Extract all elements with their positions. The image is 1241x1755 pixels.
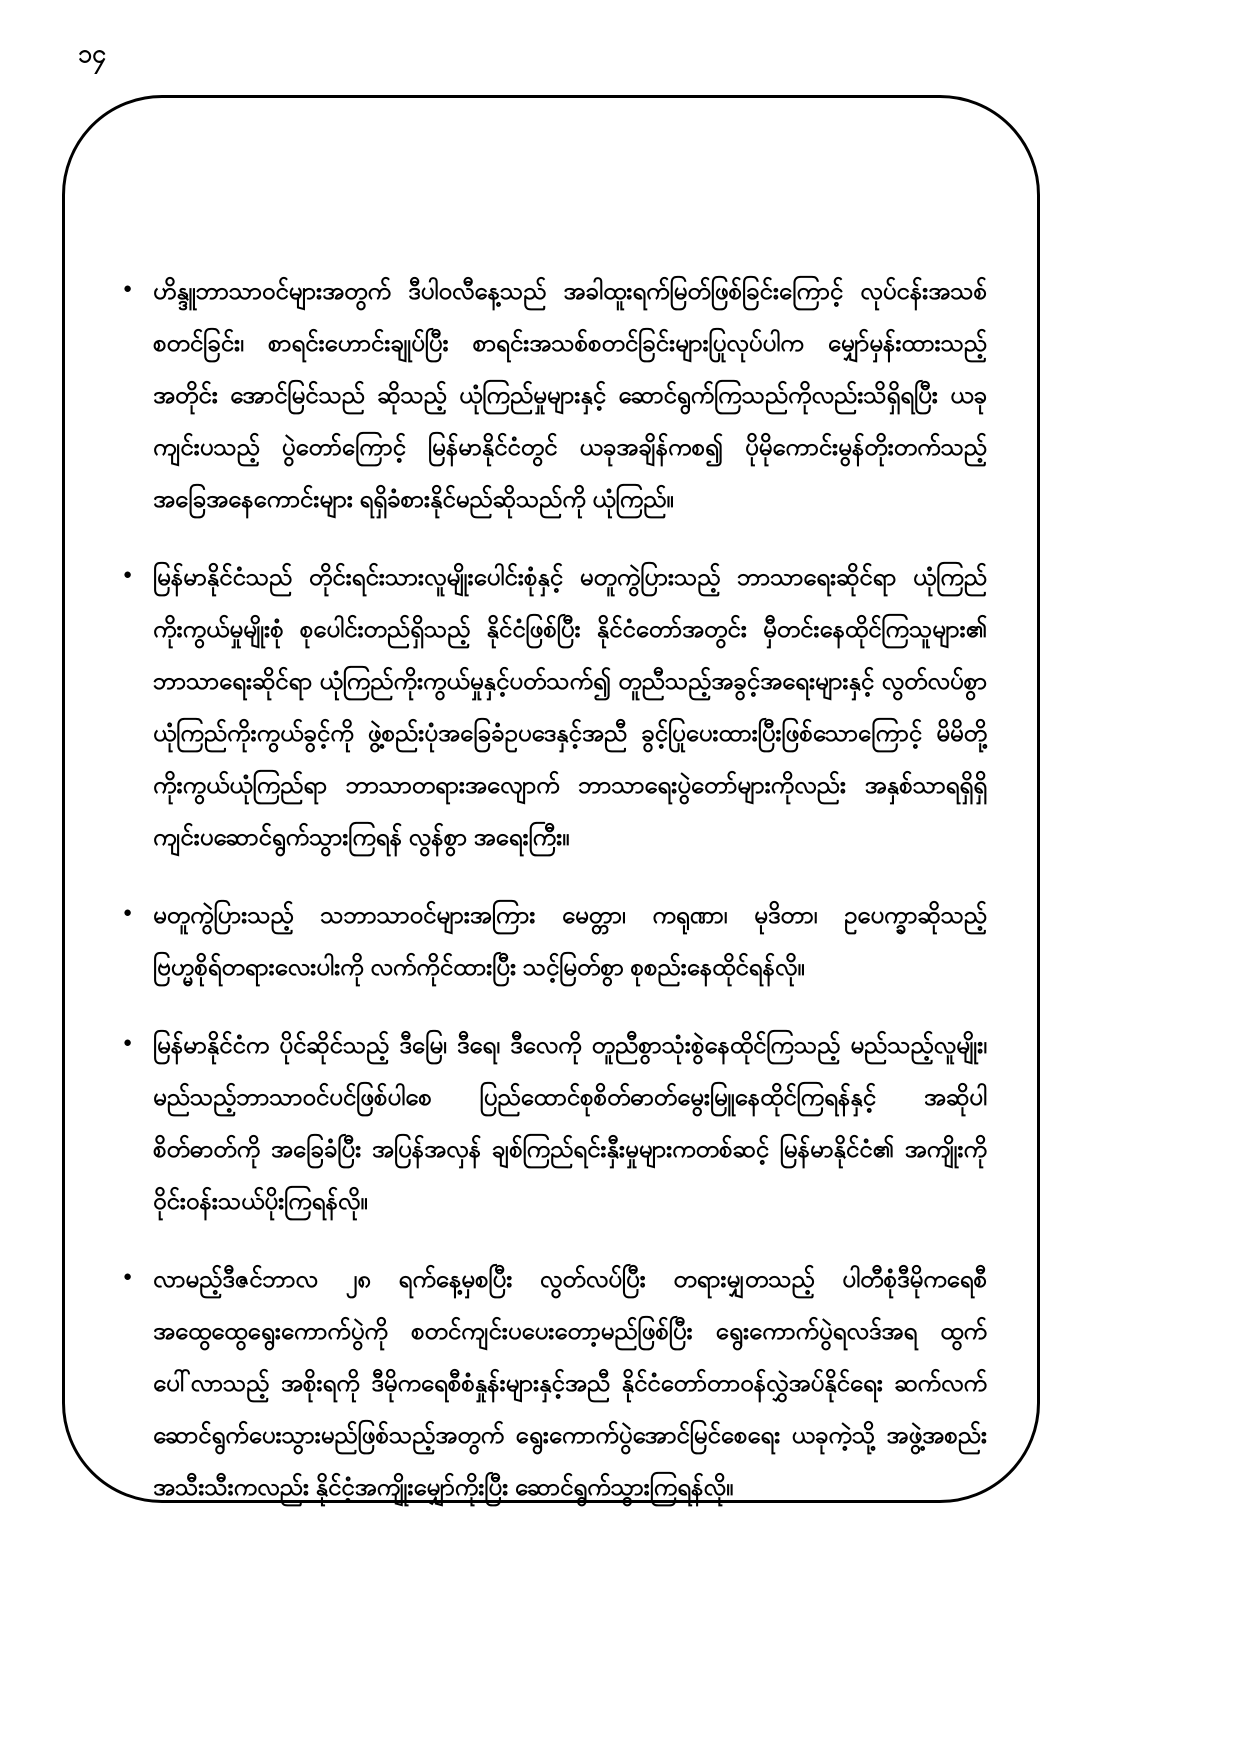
bullet-text: မြန်မာနိုင်ငံက ပိုင်ဆိုင်သည့် ဒီမြေ၊ ဒီရေ၊ ဒီလေကို တူညီစွာသုံးစွဲနေထိုင်ကြသည့် မည်သည့်လူမျိုး၊ မည်သည့်ဘာသာဝင်ပင်ဖြစ်ပါစေ ပြည်ထောင်စုစိတ်ဓာတ်မွေးမြူနေထိုင်ကြရန်နှင့် အဆိုပါစိတ်ဓာတ်ကို အခြေခံပြီး အပြန်အလှန် ချစ်ကြည်ရင်းနှီးမှုများကတစ်ဆင့် မြန်မာနိုင်ငံ၏ အကျိုးကို ဝိုင်းဝန်းသယ်ပိုးကြရန်လို။ — [153, 1032, 987, 1215]
bullet-item — [121, 552, 987, 864]
bullet-list — [65, 98, 1037, 1574]
bullet-icon: ● — [123, 1034, 133, 1051]
bullet-item — [121, 266, 987, 526]
page-number: ၁၄ — [78, 40, 107, 68]
bullet-item — [121, 1254, 987, 1514]
bullet-icon: ● — [123, 280, 133, 297]
bullet-text: မြန်မာနိုင်ငံသည် တိုင်းရင်းသားလူမျိုးပေါင်းစုံနှင့် မတူကွဲပြားသည့် ဘာသာရေးဆိုင်ရာ ယုံကြည်ကိုးကွယ်မှုမျိုးစုံ စုပေါင်းတည်ရှိသည့် နိုင်ငံဖြစ်ပြီး နိုင်ငံတော်အတွင်း မှီတင်းနေထိုင်ကြသူများ၏ ဘာသာရေးဆိုင်ရာ ယုံကြည်ကိုးကွယ်မှုနှင့်ပတ်သက်၍ တူညီသည့်အခွင့်အရေးများနှင့် လွတ်လပ်စွာ ယုံကြည်ကိုးကွယ်ခွင့်ကို ဖွဲ့စည်းပုံအခြေခံဥပဒေနှင့်အညီ ခွင့်ပြုပေးထားပြီးဖြစ်သောကြောင့် မိမိတို့ကိုးကွယ်ယုံကြည်ရာ ဘာသာတရားအလျောက် ဘာသာရေးပွဲတော်များကိုလည်း အနှစ်သာရရှိရှိ ကျင်းပဆောင်ရွက်သွားကြရန် လွန်စွာ အရေးကြီး။ — [153, 564, 987, 851]
bullet-icon: ● — [123, 1268, 133, 1285]
bullet-icon: ● — [123, 566, 133, 583]
bullet-text: မတူကွဲပြားသည့် သဘာသာဝင်များအကြား မေတ္တာ၊ ကရုဏာ၊ မုဒိတာ၊ ဥပေက္ခာဆိုသည့် ဗြဟ္မစိုရ်တရားလေးပါးကို လက်ကိုင်ထားပြီး သင့်မြတ်စွာ စုစည်းနေထိုင်ရန်လို။ — [153, 902, 987, 981]
bullet-item — [121, 890, 987, 994]
bullet-icon: ● — [123, 904, 133, 921]
bullet-text: လာမည့်ဒီဇင်ဘာလ ၂၈ ရက်နေ့မှစပြီး လွတ်လပ်ပြီး တရားမျှတသည့် ပါတီစုံဒီမိုကရေစီ အထွေထွေရွေးကောက်ပွဲကို စတင်ကျင်းပပေးတော့မည်ဖြစ်ပြီး ရွေးကောက်ပွဲရလဒ်အရ ထွက်ပေါ်လာသည့် အစိုးရကို ဒီမိုကရေစီစံနှုန်းများနှင့်အညီ နိုင်ငံတော်တာဝန်လွှဲအပ်နိုင်ရေး ဆက်လက်ဆောင်ရွက်ပေးသွားမည်ဖြစ်သည့်အတွက် ရွေးကောက်ပွဲအောင်မြင်စေရေး ယခုကဲ့သို့ အဖွဲ့အစည်းအသီးသီးကလည်း နိုင်ငံ့အကျိုးမျှော်ကိုးပြီး ဆောင်ရွက်သွားကြရန်လို။ — [153, 1266, 987, 1501]
bullet-item — [121, 1020, 987, 1228]
bullet-text: ဟိန္ဒူဘာသာဝင်များအတွက် ဒီပါဝလီနေ့သည် အခါထူးရက်မြတ်ဖြစ်ခြင်းကြောင့် လုပ်ငန်းအသစ်စတင်ခြင်း၊ စာရင်းဟောင်းချုပ်ပြီး စာရင်းအသစ်စတင်ခြင်းများပြုလုပ်ပါက မျှော်မှန်းထားသည့်အတိုင်း အောင်မြင်သည် ဆိုသည့် ယုံကြည်မှုများနှင့် ဆောင်ရွက်ကြသည်ကိုလည်းသိရှိရပြီး ယခုကျင်းပသည့် ပွဲတော်ကြောင့် မြန်မာနိုင်ငံတွင် ယခုအချိန်ကစ၍ ပိုမိုကောင်းမွန်တိုးတက်သည့် အခြေအနေကောင်းများ ရရှိခံစားနိုင်မည်ဆိုသည်ကို ယုံကြည်။ — [153, 278, 987, 513]
content-border-box — [62, 95, 1040, 1503]
